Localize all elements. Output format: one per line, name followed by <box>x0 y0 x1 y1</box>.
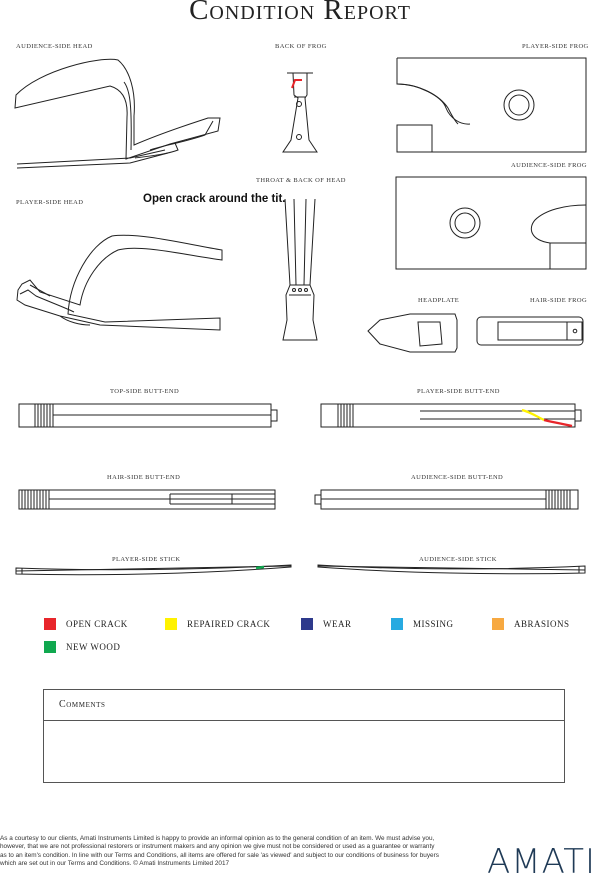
legend-label: REPAIRED CRACK <box>187 619 271 629</box>
hair-side-butt-end-drawing <box>19 490 275 509</box>
label-audience-side-head: AUDIENCE-SIDE HEAD <box>16 43 93 50</box>
audience-side-head-drawing <box>15 59 220 168</box>
label-back-of-frog: BACK OF FROG <box>275 43 327 50</box>
label-player-side-stick: PLAYER-SIDE STICK <box>112 556 181 563</box>
hair-side-frog-drawing <box>477 317 583 345</box>
throat-back-of-head-drawing <box>283 199 317 340</box>
player-side-stick-drawing <box>16 565 291 575</box>
legend-label: WEAR <box>323 619 352 629</box>
comments-box <box>43 689 565 783</box>
label-audience-side-frog: AUDIENCE-SIDE FROG <box>511 162 587 169</box>
legend-swatch-missing <box>391 618 403 630</box>
label-throat-back-of-head: THROAT & BACK OF HEAD <box>256 177 346 184</box>
top-side-butt-end-drawing <box>19 404 277 427</box>
legend-label: OPEN CRACK <box>66 619 128 629</box>
legend-swatch-abrasions <box>492 618 504 630</box>
label-player-side-head: PLAYER-SIDE HEAD <box>16 199 84 206</box>
comments-header <box>44 690 564 721</box>
legend-swatch-new-wood <box>44 641 56 653</box>
legend-label: MISSING <box>413 619 454 629</box>
disclaimer-text: As a courtesy to our clients, Amati Instruments Limited is happy to provide an informal opinion as to the general condition of an item. We must advise you, however, that we are not professional restorers or instrument makers and any opinion we give must not be considered or used as a guarantee or warranty as to an item's condition. In line with our Terms and Conditions, all items are offered for sale 'as viewed' and subject to our conditions of business for buyers which are set out in our Terms and Conditions. © Amati Instruments Limited 2017 <box>0 835 439 868</box>
player-side-frog-drawing <box>397 58 586 152</box>
comments-label: Comments <box>59 699 106 710</box>
back-of-frog-drawing <box>283 73 317 152</box>
label-audience-side-butt-end: AUDIENCE-SIDE BUTT-END <box>411 474 504 481</box>
amati-logo: AMATI <box>487 842 597 882</box>
audience-side-stick-drawing <box>318 565 585 574</box>
label-audience-side-stick: AUDIENCE-SIDE STICK <box>419 556 497 563</box>
label-player-side-butt-end: PLAYER-SIDE BUTT-END <box>417 388 500 395</box>
audience-side-butt-end-drawing <box>315 490 578 509</box>
page-title: Condition Report <box>189 0 411 26</box>
label-hair-side-butt-end: HAIR-SIDE BUTT-END <box>107 474 181 481</box>
label-hair-side-frog: HAIR-SIDE FROG <box>530 297 588 304</box>
legend-swatch-wear <box>301 618 313 630</box>
comments-field[interactable] <box>44 721 564 781</box>
legend-label: NEW WOOD <box>66 642 121 652</box>
label-player-side-frog: PLAYER-SIDE FROG <box>522 43 589 50</box>
label-top-side-butt-end: TOP-SIDE BUTT-END <box>110 388 180 395</box>
player-side-butt-end-drawing <box>321 404 581 427</box>
legend-label: ABRASIONS <box>514 619 570 629</box>
legend-swatch-repaired-crack <box>165 618 177 630</box>
legend-swatch-open-crack <box>44 618 56 630</box>
annotation-open-crack-note: Open crack around the tit. <box>143 193 286 205</box>
label-headplate: HEADPLATE <box>418 297 460 304</box>
audience-side-frog-drawing <box>396 177 586 269</box>
player-side-head-drawing <box>17 235 222 330</box>
headplate-drawing <box>368 314 457 352</box>
